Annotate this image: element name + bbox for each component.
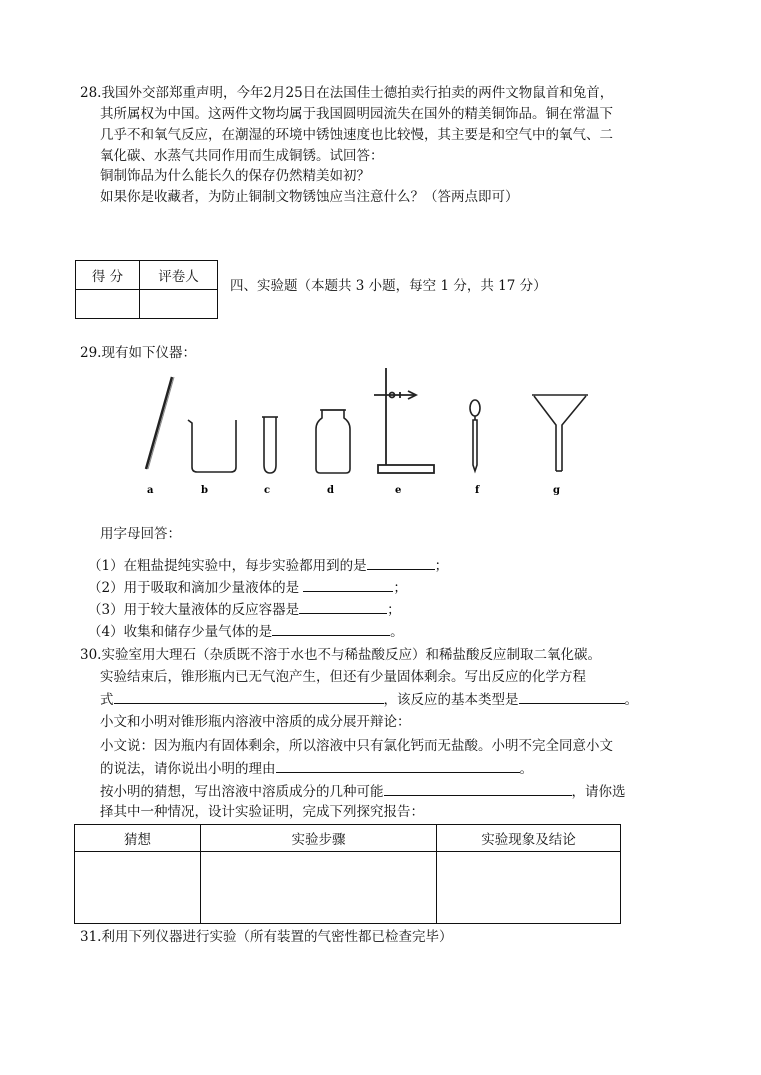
answer-blank-2[interactable] [303, 577, 393, 592]
reason-blank[interactable] [276, 758, 520, 773]
label-a: a [147, 485, 154, 496]
q29-item-1: （1）在粗盐提纯实验中，每步实验都用到的是 ； [88, 555, 448, 576]
q30-line-1: 30.实验室用大理石（杂质既不溶于水也不与稀盐酸反应）和稀盐酸反应制取二氧化碳。 [80, 647, 601, 663]
q29-intro: 29.现有如下仪器： [80, 345, 196, 361]
reaction-type-blank[interactable] [519, 689, 625, 704]
q28-line-4: 氧化碳、水蒸气共同作用而生成铜锈。试回答： [100, 148, 384, 164]
funnel-icon [532, 395, 588, 471]
q28-line-2: 其所属权为中国。这两件文物均属于我国圆明园流失在国外的精美铜饰品。铜在常温下 [100, 106, 613, 122]
q29-item-2: （2）用于吸取和滴加少量液体的是 ； [88, 577, 407, 598]
label-c: c [264, 485, 271, 496]
label-e: e [395, 485, 402, 496]
answer-blank-3[interactable] [299, 599, 387, 614]
apparatus-figure [130, 365, 590, 500]
score-label: 得 分 [76, 261, 140, 290]
q28-line-6: 如果你是收藏者，为防止铜制文物锈蚀应当注意什么？（答两点即可） [100, 189, 519, 205]
q30-line-5: 小文说：因为瓶内有固体剩余，所以溶液中只有氯化钙而无盐酸。小明不完全同意小文 [100, 738, 613, 754]
q29-item-3: （3）用于较大量液体的反应容器是 ； [88, 599, 401, 620]
q31-line: 31.利用下列仪器进行实验（所有装置的气密性都已检查完毕） [80, 929, 453, 945]
test-tube-icon [262, 417, 278, 473]
equation-blank[interactable] [114, 689, 384, 704]
score-cell[interactable] [76, 290, 140, 319]
observation-cell[interactable] [437, 852, 621, 924]
iron-stand-icon [374, 368, 434, 473]
procedure-cell[interactable] [201, 852, 437, 924]
label-b: b [201, 485, 208, 496]
answer-blank-1[interactable] [367, 555, 435, 570]
q29-item-4: （4）收集和储存少量气体的是 。 [88, 621, 404, 642]
label-d: d [327, 485, 334, 496]
q28-line-3: 几乎不和氧气反应，在潮湿的环境中锈蚀速度也比较慢，其主要是和空气中的氧气、二 [100, 127, 613, 143]
label-f: f [475, 485, 480, 496]
header-procedure: 实验步骤 [201, 825, 437, 852]
header-hypothesis: 猜想 [75, 825, 201, 852]
beaker-icon [188, 420, 236, 472]
section-4-title: 四、实验题（本题共 3 小题，每空 1 分，共 17 分） [230, 278, 547, 294]
score-table [75, 260, 218, 319]
grader-cell[interactable] [140, 290, 218, 319]
gas-bottle-icon [316, 410, 350, 473]
q30-line-3: 式 ，该反应的基本类型是 。 [100, 689, 638, 710]
q30-line-6: 的说法，请你说出小明的理由 。 [100, 758, 533, 779]
q30-line-8: 择其中一种情况，设计实验证明，完成下列探究报告： [100, 804, 424, 820]
header-observation: 实验现象及结论 [437, 825, 621, 852]
answer-blank-4[interactable] [272, 621, 390, 636]
solute-possibilities-blank[interactable] [384, 781, 572, 796]
q30-line-7: 按小明的猜想，写出溶液中溶质成分的几种可能 ，请你选 [100, 781, 626, 802]
grader-label: 评卷人 [140, 261, 218, 290]
hypothesis-cell[interactable] [75, 852, 201, 924]
q30-line-2: 实验结束后，锥形瓶内已无气泡产生，但还有少量固体剩余。写出反应的化学方程 [100, 669, 586, 685]
q28-line-1: 28.我国外交部郑重声明，今年2月25日在法国佳士德拍卖行拍卖的两件文物鼠首和兔首， [80, 85, 614, 101]
glass-rod-icon [146, 377, 174, 469]
q28-line-5: 铜制饰品为什么能长久的保存仍然精美如初？ [100, 168, 370, 184]
dropper-icon [470, 400, 480, 471]
label-g: g [553, 485, 560, 496]
q30-line-4: 小文和小明对锥形瓶内溶液中溶质的成分展开辩论： [100, 714, 411, 730]
q29-answer-prompt: 用字母回答： [100, 526, 181, 542]
inquiry-report-table [74, 824, 621, 924]
